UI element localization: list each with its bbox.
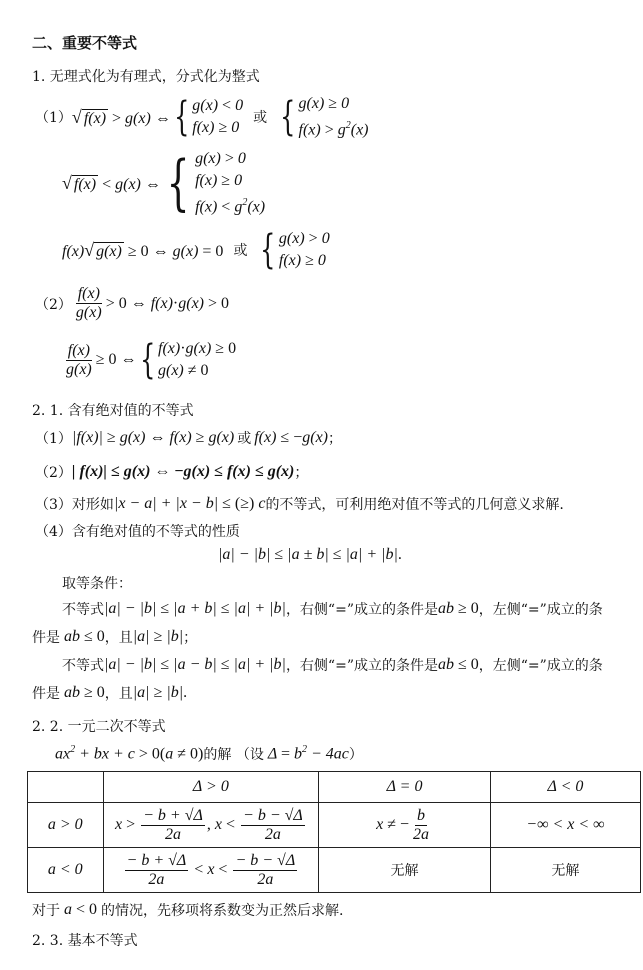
formula-1-1: （1） √ f(x) > g(x) ⇔ { g(x) < 0 f(x) ≥ 0 或 { g(x) ≥ 0 $f(x) > g^2(x)$: [35, 94, 369, 141]
table-cell: 无解: [319, 848, 491, 893]
table-cell: a < 0: [28, 848, 104, 893]
cond-title: 取等条件：: [62, 576, 132, 592]
table-row: [28, 848, 641, 893]
table-row: [28, 803, 641, 848]
cond-2-line-1: 不等式 |a| − |b| ≤ |a − b| ≤ |a| + |b| ，右侧“=”成立的条件是 ab ≤ 0 ，左侧“=”成立的条: [62, 656, 603, 674]
table-cell: x ≠ − $\frac{b}{2a}$: [319, 803, 491, 848]
table-header: Δ < 0: [490, 772, 640, 803]
table-header: [28, 772, 104, 803]
table-cell: x > $\frac{- b + √\Delta}{2a}$ , x < $\frac{- b - √\Delta}{2a}$: [103, 803, 319, 848]
or-text: 或: [253, 110, 268, 127]
subsection-2-2-title: 2. 2. 一元二次不等式: [32, 719, 166, 735]
table-header-row: [28, 772, 641, 803]
triangle-inequality: |a| − |b| ≤ |a ± b| ≤ |a| + |b|.: [218, 546, 402, 563]
section-heading: 二、重要不等式: [32, 34, 138, 52]
table-header: Δ > 0: [103, 772, 319, 803]
subsection-2-3-title: 2. 3. 基本不等式: [32, 933, 138, 949]
table-cell: a > 0: [28, 803, 104, 848]
abs-item-1: （1） |f(x)| ≥ g(x) ⇔ f(x) ≥ g(x) 或 f(x) ≤ −g(x) ；: [35, 429, 342, 447]
cond-1-line-2: 件是 ab ≤ 0 ，且 |a| ≥ |b| ；: [32, 628, 198, 646]
cond-1-line-1: 不等式 |a| − |b| ≤ |a + b| ≤ |a| + |b| ，右侧“=”成立的条件是 ab ≥ 0 ，左侧“=”成立的条: [62, 600, 603, 618]
item-label: （2）: [35, 296, 72, 313]
table-header: Δ = 0: [319, 772, 491, 803]
subsection-2-1-title: 2. 1. 含有绝对值的不等式: [32, 403, 194, 419]
quadratic-table: [27, 771, 641, 893]
quadratic-note: 对于 a < 0 的情况，先移项将系数变为正然后求解.: [32, 901, 344, 919]
table-cell: 无解: [490, 848, 640, 893]
abs-item-3: （3） 对形如 |x − a| + |x − b| ≤ (≥) c 的不等式，可利用绝对值不等式的几何意义求解.: [35, 495, 564, 513]
formula-2-1: （2） $\frac{f(x)}{g(x)}$ > 0 ⇔ f(x)·g(x) > 0: [35, 285, 230, 321]
formula-1-2: √ f(x) < g(x) ⇔ { g(x) > 0 f(x) ≥ 0 $f(x) < g^2(x)$: [62, 148, 266, 219]
table-cell: −∞ < x < ∞: [490, 803, 640, 848]
item-label: （1）: [35, 110, 72, 127]
formula-2-2: $\frac{f(x)}{g(x)}$ ≥ 0 ⇔ { f(x)·g(x) ≥ 0 g(x) ≠ 0: [66, 337, 237, 383]
quadratic-statement: $ax^2$ + bx + c > 0(a ≠ 0) 的解 （设 $\Delta = b^2 - 4ac$ ）: [55, 744, 363, 763]
abs-item-4: （4） 含有绝对值的不等式的性质: [35, 524, 240, 540]
cond-2-line-2: 件是 ab ≥ 0 ，且 |a| ≥ |b|.: [32, 684, 188, 702]
formula-1-3: f(x)√ g(x) ≥ 0 ⇔ g(x) = 0 或 { g(x) > 0 f(x) ≥ 0: [62, 227, 330, 273]
subsection-1-title: 1. 无理式化为有理式，分式化为整式: [32, 69, 260, 85]
abs-item-2: （2） | f(x)| ≤ g(x) ⇔ −g(x) ≤ f(x) ≤ g(x) ；: [35, 463, 309, 481]
table-cell: $\frac{- b + √\Delta}{2a}$ < x < $\frac{- b - √\Delta}{2a}$: [103, 848, 319, 893]
or-text: 或: [233, 243, 248, 259]
